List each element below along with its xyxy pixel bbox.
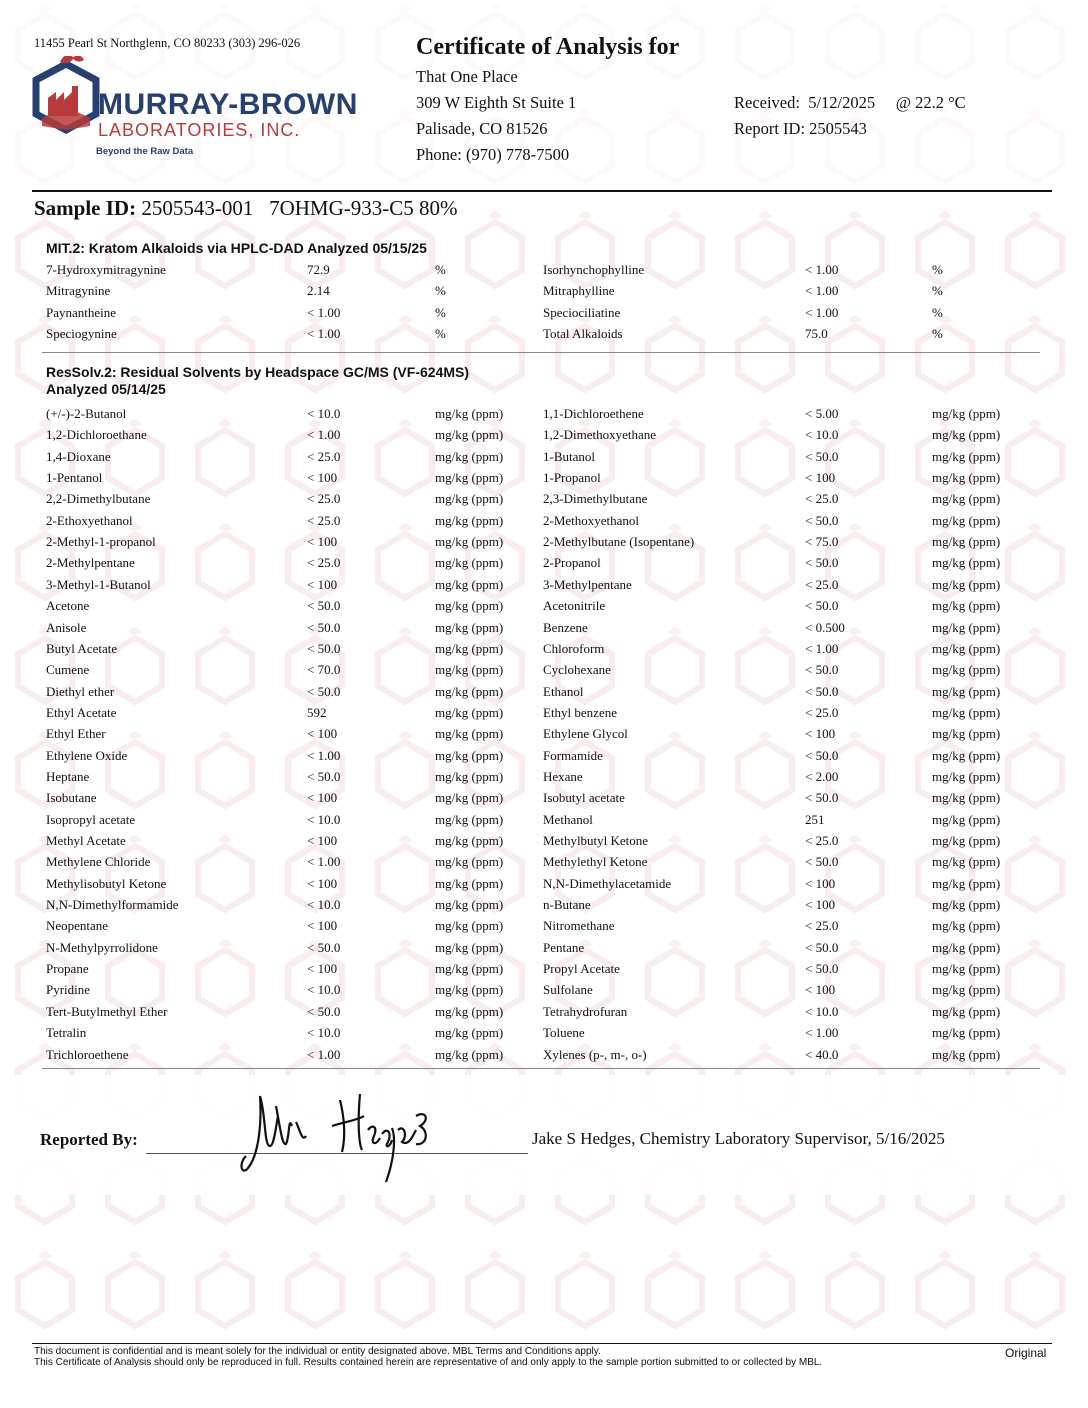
analyte-unit: mg/kg (ppm) bbox=[932, 939, 1001, 955]
footer-line-2: This Certificate of Analysis should only be reproduced in full. Results contained herein are representative of and only apply to the sample portion submitted to or collected by MBL. bbox=[34, 1357, 823, 1368]
table-row bbox=[0, 854, 1088, 875]
analyte-result: < 1.00 bbox=[307, 325, 341, 341]
table-row bbox=[0, 876, 1088, 897]
sample-id-label: Sample ID: bbox=[34, 196, 137, 220]
analyte-result: < 50.0 bbox=[307, 598, 341, 614]
received-info: Received: 5/12/2025 @ 22.2 °C bbox=[734, 93, 966, 112]
analyte-name: Tetralin bbox=[46, 1025, 87, 1041]
footer-rule bbox=[32, 1343, 1052, 1344]
analyte-name: Butyl Acetate bbox=[46, 640, 118, 656]
analyte-name: Ethylene Oxide bbox=[46, 747, 128, 763]
table-row bbox=[0, 406, 1088, 427]
analyte-result: < 25.0 bbox=[307, 491, 341, 507]
analyte-name: Total Alkaloids bbox=[543, 325, 623, 341]
analyte-unit: mg/kg (ppm) bbox=[932, 747, 1001, 763]
analyte-name: Anisole bbox=[46, 619, 87, 635]
analyte-unit: mg/kg (ppm) bbox=[435, 427, 504, 443]
analyte-name: 2-Ethoxyethanol bbox=[46, 512, 133, 528]
analyte-unit: mg/kg (ppm) bbox=[932, 683, 1001, 699]
analyte-unit: % bbox=[435, 325, 446, 341]
analyte-name: 2-Methylbutane (Isopentane) bbox=[543, 534, 695, 550]
table-row bbox=[0, 833, 1088, 854]
analyte-name: (+/-)-2-Butanol bbox=[46, 406, 127, 421]
analyte-result: 75.0 bbox=[805, 325, 828, 341]
analyte-unit: mg/kg (ppm) bbox=[932, 555, 1001, 571]
analyte-result: < 50.0 bbox=[805, 961, 839, 977]
analyte-result: < 75.0 bbox=[805, 534, 839, 550]
analyte-result: < 50.0 bbox=[805, 854, 839, 870]
analyte-unit: mg/kg (ppm) bbox=[435, 833, 504, 848]
table-end-divider bbox=[42, 1068, 1040, 1069]
analyte-name: Ethylene Glycol bbox=[543, 726, 628, 742]
analyte-result: < 50.0 bbox=[805, 939, 839, 955]
table-row bbox=[0, 726, 1088, 747]
client-name: That One Place bbox=[416, 67, 518, 86]
analyte-unit: mg/kg (ppm) bbox=[435, 790, 504, 806]
analyte-result: < 100 bbox=[307, 726, 338, 742]
header-rule bbox=[32, 190, 1052, 192]
analyte-unit: % bbox=[932, 262, 943, 277]
analyte-unit: mg/kg (ppm) bbox=[932, 470, 1001, 486]
analyte-unit: mg/kg (ppm) bbox=[932, 640, 1001, 656]
signer-name: Jake S Hedges, Chemistry Laboratory Supervisor, 5/16/2025 bbox=[532, 1129, 945, 1148]
analyte-name: 1,2-Dichloroethane bbox=[46, 427, 147, 443]
table-row bbox=[0, 598, 1088, 619]
analyte-name: Acetonitrile bbox=[543, 598, 606, 614]
analyte-result: < 100 bbox=[307, 470, 338, 486]
analyte-name: Pyridine bbox=[46, 982, 91, 998]
analyte-unit: mg/kg (ppm) bbox=[435, 1046, 504, 1062]
analyte-unit: mg/kg (ppm) bbox=[932, 619, 1001, 635]
analyte-name: 2-Propanol bbox=[543, 555, 601, 571]
analyte-result: < 100 bbox=[307, 833, 338, 848]
analyte-result: < 50.0 bbox=[307, 619, 341, 635]
analyte-name: 2-Methylpentane bbox=[46, 555, 135, 571]
analyte-result: < 50.0 bbox=[307, 683, 341, 699]
analyte-name: N,N-Dimethylformamide bbox=[46, 897, 179, 913]
analyte-name: Heptane bbox=[46, 768, 90, 784]
analyte-name: Trichloroethene bbox=[46, 1046, 129, 1062]
analyte-name: Isobutyl acetate bbox=[543, 790, 625, 806]
table-row bbox=[0, 940, 1088, 961]
analyte-result: < 100 bbox=[307, 790, 338, 806]
analyte-name: 1,4-Dioxane bbox=[46, 448, 111, 464]
analyte-result: < 25.0 bbox=[805, 704, 839, 720]
analyte-unit: mg/kg (ppm) bbox=[435, 512, 504, 528]
analyte-name: Methyl Acetate bbox=[46, 833, 126, 848]
analyte-result: < 25.0 bbox=[307, 448, 341, 464]
analyte-result: < 50.0 bbox=[805, 512, 839, 528]
analyte-name: Ethyl Ether bbox=[46, 726, 106, 742]
table-row bbox=[0, 577, 1088, 598]
analyte-result: < 10.0 bbox=[307, 982, 341, 998]
analyte-name: Propane bbox=[46, 961, 89, 977]
analyte-name: 1,2-Dimethoxyethane bbox=[543, 427, 656, 443]
sample-id-value: 2505543-001 7OHMG-933-C5 80% bbox=[141, 196, 458, 220]
analyte-name: Benzene bbox=[543, 619, 588, 635]
analyte-unit: mg/kg (ppm) bbox=[932, 875, 1001, 891]
analyte-result: < 10.0 bbox=[805, 427, 839, 443]
analyte-name: Pentane bbox=[543, 939, 585, 955]
analyte-unit: mg/kg (ppm) bbox=[435, 704, 504, 720]
analyte-name: Toluene bbox=[543, 1025, 585, 1041]
analyte-result: < 50.0 bbox=[307, 1003, 341, 1019]
analyte-result: < 10.0 bbox=[307, 1025, 341, 1041]
analyte-result: < 100 bbox=[805, 875, 836, 891]
analyte-result: < 25.0 bbox=[805, 833, 839, 848]
analyte-result: < 1.00 bbox=[805, 283, 839, 299]
analyte-name: 7-Hydroxymitragynine bbox=[46, 262, 166, 277]
logo-tagline: Beyond the Raw Data bbox=[96, 146, 194, 157]
analyte-unit: % bbox=[435, 283, 446, 299]
analyte-result: < 100 bbox=[307, 576, 338, 592]
solvents-section-title: ResSolv.2: Residual Solvents by Headspace GC/MS (VF-624MS) bbox=[46, 364, 469, 380]
analyte-unit: mg/kg (ppm) bbox=[435, 598, 504, 614]
alkaloids-section-title: MIT.2: Kratom Alkaloids via HPLC-DAD Analyzed 05/15/25 bbox=[46, 240, 427, 256]
analyte-result: < 100 bbox=[307, 534, 338, 550]
analyte-unit: mg/kg (ppm) bbox=[435, 448, 504, 464]
analyte-result: < 50.0 bbox=[805, 662, 839, 678]
analyte-name: 3-Methyl-1-Butanol bbox=[46, 576, 151, 592]
analyte-result: < 0.500 bbox=[805, 619, 845, 635]
analyte-unit: mg/kg (ppm) bbox=[932, 961, 1001, 977]
analyte-name: Acetone bbox=[46, 598, 90, 614]
analyte-result: < 100 bbox=[307, 961, 338, 977]
analyte-unit: mg/kg (ppm) bbox=[435, 726, 504, 742]
analyte-result: < 1.00 bbox=[805, 262, 839, 277]
analyte-unit: mg/kg (ppm) bbox=[435, 619, 504, 635]
analyte-unit: mg/kg (ppm) bbox=[435, 576, 504, 592]
certificate-title: Certificate of Analysis for bbox=[416, 34, 680, 60]
table-row bbox=[0, 620, 1088, 641]
table-row bbox=[0, 262, 1088, 283]
analyte-result: < 10.0 bbox=[307, 811, 341, 827]
analyte-unit: mg/kg (ppm) bbox=[932, 662, 1001, 678]
analyte-name: 2,2-Dimethylbutane bbox=[46, 491, 151, 507]
analyte-name: Ethyl benzene bbox=[543, 704, 617, 720]
analyte-result: 251 bbox=[805, 811, 825, 827]
table-row bbox=[0, 491, 1088, 512]
lab-address: 11455 Pearl St Northglenn, CO 80233 (303) 296-026 bbox=[34, 36, 301, 50]
table-row bbox=[0, 1004, 1088, 1025]
analyte-name: 1-Butanol bbox=[543, 448, 595, 464]
document-status: Original bbox=[1005, 1346, 1047, 1360]
analyte-result: < 100 bbox=[805, 982, 836, 998]
analyte-result: < 2.00 bbox=[805, 768, 839, 784]
analyte-unit: mg/kg (ppm) bbox=[932, 854, 1001, 870]
analyte-name: Tert-Butylmethyl Ether bbox=[46, 1003, 168, 1019]
analyte-unit: mg/kg (ppm) bbox=[435, 1025, 504, 1041]
analyte-name: 3-Methylpentane bbox=[543, 576, 632, 592]
analyte-unit: mg/kg (ppm) bbox=[435, 897, 504, 913]
analyte-name: Ethyl Acetate bbox=[46, 704, 117, 720]
client-street: 309 W Eighth St Suite 1 bbox=[416, 93, 577, 112]
table-row bbox=[0, 513, 1088, 534]
analyte-result: < 50.0 bbox=[805, 555, 839, 571]
table-row bbox=[0, 283, 1088, 304]
analyte-name: Ethanol bbox=[543, 683, 584, 699]
analyte-result: < 1.00 bbox=[307, 304, 341, 320]
analyte-result: < 25.0 bbox=[805, 918, 839, 934]
analyte-unit: mg/kg (ppm) bbox=[932, 768, 1001, 784]
table-row bbox=[0, 897, 1088, 918]
analyte-unit: mg/kg (ppm) bbox=[435, 555, 504, 571]
analyte-result: < 25.0 bbox=[307, 512, 341, 528]
lab-logo bbox=[30, 56, 360, 166]
analyte-unit: mg/kg (ppm) bbox=[932, 726, 1001, 742]
analyte-unit: mg/kg (ppm) bbox=[932, 427, 1001, 443]
table-row bbox=[0, 684, 1088, 705]
analyte-result: < 25.0 bbox=[805, 491, 839, 507]
analyte-unit: % bbox=[932, 283, 943, 299]
analyte-result: < 100 bbox=[805, 470, 836, 486]
analyte-result: < 1.00 bbox=[805, 1025, 839, 1041]
analyte-name: Xylenes (p-, m-, o-) bbox=[543, 1046, 647, 1062]
analyte-unit: mg/kg (ppm) bbox=[932, 811, 1001, 827]
analyte-name: Methanol bbox=[543, 811, 593, 827]
table-row bbox=[0, 534, 1088, 555]
analyte-name: Mitraphylline bbox=[543, 283, 615, 299]
analyte-name: Sulfolane bbox=[543, 982, 593, 998]
analyte-unit: mg/kg (ppm) bbox=[932, 598, 1001, 614]
analyte-unit: % bbox=[932, 325, 943, 341]
analyte-unit: mg/kg (ppm) bbox=[435, 961, 504, 977]
table-row bbox=[0, 1047, 1088, 1068]
analyte-unit: mg/kg (ppm) bbox=[435, 918, 504, 934]
table-row bbox=[0, 982, 1088, 1003]
analyte-name: N-Methylpyrrolidone bbox=[46, 939, 158, 955]
analyte-unit: mg/kg (ppm) bbox=[932, 833, 1001, 848]
analyte-name: Isorhynchophylline bbox=[543, 262, 645, 277]
analyte-unit: % bbox=[435, 304, 446, 320]
analyte-result: < 50.0 bbox=[307, 768, 341, 784]
analyte-result: < 100 bbox=[805, 897, 836, 913]
analyte-name: Chloroform bbox=[543, 640, 605, 656]
table-row bbox=[0, 812, 1088, 833]
analyte-unit: mg/kg (ppm) bbox=[435, 640, 504, 656]
analyte-result: < 50.0 bbox=[307, 939, 341, 955]
analyte-unit: mg/kg (ppm) bbox=[435, 406, 504, 421]
table-row bbox=[0, 961, 1088, 982]
analyte-name: Speciogynine bbox=[46, 325, 117, 341]
analyte-result: < 50.0 bbox=[805, 747, 839, 763]
analyte-name: Nitromethane bbox=[543, 918, 615, 934]
analyte-name: 1,1-Dichloroethene bbox=[543, 406, 644, 421]
analyte-unit: mg/kg (ppm) bbox=[932, 406, 1001, 421]
analyte-result: < 100 bbox=[805, 726, 836, 742]
table-row bbox=[0, 705, 1088, 726]
sample-id bbox=[34, 196, 458, 221]
analyte-name: N,N-Dimethylacetamide bbox=[543, 875, 672, 891]
reported-by-label: Reported By: bbox=[40, 1130, 138, 1149]
analyte-name: Cumene bbox=[46, 662, 90, 678]
analyte-result: < 25.0 bbox=[307, 555, 341, 571]
analyte-result: < 1.00 bbox=[805, 304, 839, 320]
client-phone: Phone: (970) 778-7500 bbox=[416, 145, 570, 164]
logo-sub: LABORATORIES, INC. bbox=[98, 120, 301, 140]
analyte-unit: mg/kg (ppm) bbox=[932, 534, 1001, 550]
analyte-result: < 100 bbox=[307, 918, 338, 934]
analyte-unit: mg/kg (ppm) bbox=[932, 512, 1001, 528]
analyte-name: Methylethyl Ketone bbox=[543, 854, 648, 870]
analyte-name: 2,3-Dimethylbutane bbox=[543, 491, 648, 507]
analyte-name: Formamide bbox=[543, 747, 603, 763]
analyte-result: < 1.00 bbox=[307, 747, 341, 763]
analyte-result: < 50.0 bbox=[805, 598, 839, 614]
table-row bbox=[0, 748, 1088, 769]
analyte-result: < 50.0 bbox=[805, 683, 839, 699]
analyte-result: < 40.0 bbox=[805, 1046, 839, 1062]
analyte-name: Mitragynine bbox=[46, 283, 111, 299]
analyte-unit: mg/kg (ppm) bbox=[435, 491, 504, 507]
analyte-name: Hexane bbox=[543, 768, 583, 784]
analyte-name: Cyclohexane bbox=[543, 662, 611, 678]
client-city: Palisade, CO 81526 bbox=[416, 119, 548, 138]
table-row bbox=[0, 1025, 1088, 1046]
analyte-name: Neopentane bbox=[46, 918, 109, 934]
table-row bbox=[0, 305, 1088, 326]
analyte-result: < 50.0 bbox=[805, 448, 839, 464]
analyte-result: < 25.0 bbox=[805, 576, 839, 592]
analyte-unit: % bbox=[932, 304, 943, 320]
analyte-unit: % bbox=[435, 262, 446, 277]
analyte-result: < 5.00 bbox=[805, 406, 839, 421]
analyte-unit: mg/kg (ppm) bbox=[435, 662, 504, 678]
report-id: Report ID: 2505543 bbox=[734, 119, 867, 138]
analyte-unit: mg/kg (ppm) bbox=[932, 982, 1001, 998]
analyte-result: 72.9 bbox=[307, 262, 330, 277]
analyte-unit: mg/kg (ppm) bbox=[435, 534, 504, 550]
analyte-unit: mg/kg (ppm) bbox=[435, 768, 504, 784]
analyte-unit: mg/kg (ppm) bbox=[435, 854, 504, 870]
analyte-name: 1-Pentanol bbox=[46, 470, 103, 486]
analyte-name: Isobutane bbox=[46, 790, 97, 806]
table-row bbox=[0, 662, 1088, 683]
table-row bbox=[0, 769, 1088, 790]
footer-line-1: This document is confidential and is meant solely for the individual or entity designated above. MBL Terms and Conditions apply. bbox=[34, 1346, 601, 1357]
analyte-unit: mg/kg (ppm) bbox=[435, 683, 504, 699]
table-row bbox=[0, 555, 1088, 576]
analyte-result: < 50.0 bbox=[805, 790, 839, 806]
analyte-unit: mg/kg (ppm) bbox=[932, 1025, 1001, 1041]
table-row bbox=[0, 449, 1088, 470]
analyte-unit: mg/kg (ppm) bbox=[435, 470, 504, 486]
analyte-result: < 1.00 bbox=[307, 854, 341, 870]
analyte-result: < 1.00 bbox=[805, 640, 839, 656]
analyte-result: < 10.0 bbox=[307, 897, 341, 913]
analyte-name: Tetrahydrofuran bbox=[543, 1003, 628, 1019]
analyte-unit: mg/kg (ppm) bbox=[932, 1046, 1001, 1062]
analyte-name: n-Butane bbox=[543, 897, 591, 913]
solvents-section-date: Analyzed 05/14/25 bbox=[46, 381, 166, 397]
analyte-name: 1-Propanol bbox=[543, 470, 601, 486]
table-row bbox=[0, 918, 1088, 939]
analyte-unit: mg/kg (ppm) bbox=[932, 448, 1001, 464]
signature-image bbox=[240, 1086, 440, 1186]
analyte-name: Methylisobutyl Ketone bbox=[46, 875, 167, 891]
analyte-result: < 10.0 bbox=[307, 406, 341, 421]
analyte-result: < 50.0 bbox=[307, 640, 341, 656]
analyte-name: 2-Methyl-1-propanol bbox=[46, 534, 156, 550]
analyte-name: Propyl Acetate bbox=[543, 961, 620, 977]
table-row bbox=[0, 427, 1088, 448]
analyte-unit: mg/kg (ppm) bbox=[932, 491, 1001, 507]
analyte-name: 2-Methoxyethanol bbox=[543, 512, 640, 528]
analyte-result: < 70.0 bbox=[307, 662, 341, 678]
analyte-unit: mg/kg (ppm) bbox=[932, 790, 1001, 806]
analyte-unit: mg/kg (ppm) bbox=[932, 576, 1001, 592]
analyte-name: Diethyl ether bbox=[46, 683, 115, 699]
analyte-name: Paynantheine bbox=[46, 304, 117, 320]
analyte-unit: mg/kg (ppm) bbox=[932, 704, 1001, 720]
analyte-unit: mg/kg (ppm) bbox=[932, 1003, 1001, 1019]
table-row bbox=[0, 790, 1088, 811]
section-divider bbox=[42, 352, 1040, 353]
analyte-unit: mg/kg (ppm) bbox=[435, 939, 504, 955]
table-row bbox=[0, 470, 1088, 491]
analyte-name: Methylene Chloride bbox=[46, 854, 151, 870]
analyte-unit: mg/kg (ppm) bbox=[435, 811, 504, 827]
analyte-result: 2.14 bbox=[307, 283, 330, 299]
analyte-unit: mg/kg (ppm) bbox=[435, 982, 504, 998]
logo-name: MURRAY-BROWN bbox=[98, 88, 358, 121]
analyte-result: < 100 bbox=[307, 875, 338, 891]
analyte-name: Isopropyl acetate bbox=[46, 811, 136, 827]
analyte-name: Speciociliatine bbox=[543, 304, 621, 320]
table-row bbox=[0, 326, 1088, 347]
analyte-result: < 1.00 bbox=[307, 1046, 341, 1062]
analyte-result: 592 bbox=[307, 704, 327, 720]
analyte-unit: mg/kg (ppm) bbox=[435, 875, 504, 891]
analyte-unit: mg/kg (ppm) bbox=[435, 1003, 504, 1019]
analyte-name: Methylbutyl Ketone bbox=[543, 833, 649, 848]
analyte-unit: mg/kg (ppm) bbox=[435, 747, 504, 763]
analyte-result: < 1.00 bbox=[307, 427, 341, 443]
analyte-unit: mg/kg (ppm) bbox=[932, 918, 1001, 934]
analyte-unit: mg/kg (ppm) bbox=[932, 897, 1001, 913]
analyte-result: < 10.0 bbox=[805, 1003, 839, 1019]
table-row bbox=[0, 641, 1088, 662]
